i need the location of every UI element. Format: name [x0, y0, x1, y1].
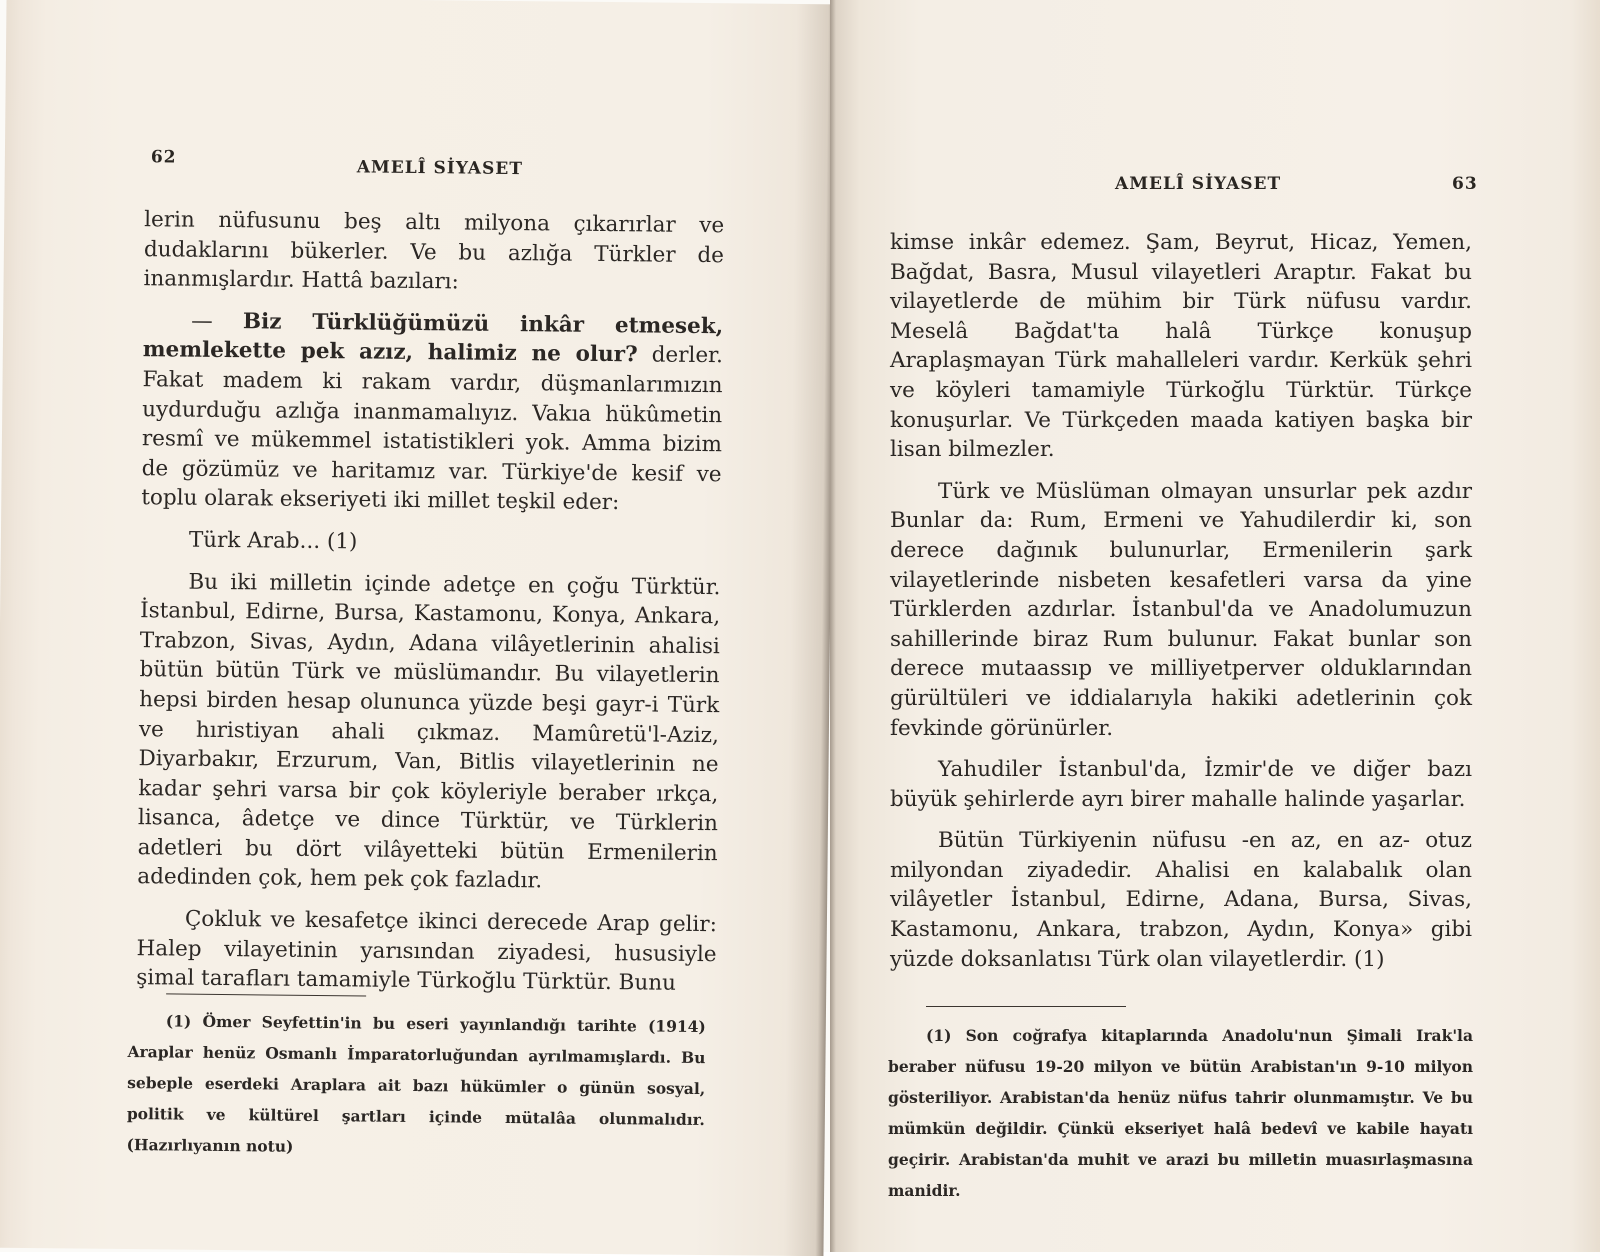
right-paragraph-2: Türk ve Müslüman olmayan unsurlar pek azdır Bunlar da: Rum, Ermeni ve Yahudilerdir ki, son derece dağınık bulunurlar, Ermenilerin şark vilayetlerinde nisbeten kesafetleri varsa da yine Türklerden azdırlar. İstanbul'da ve Anadolumuzun sahillerinde biraz Rum bulunur. Fakat bunlar son derece mutaassıp ve milliyetperver olduklarından gürültüleri ve iddialarıyla hakiki adetlerinin çok fevkinde görünürler. [890, 478, 1472, 741]
left-footnote: (1) Ömer Seyfettin'in bu eseri yayınlandığı tarihte (1914) Araplar henüz Osmanlı İmparatorluğundan ayrılmamışlardı. Bu sebeple eserdeki Araplara ait bazı hükümler o günün sosyal, politik ve kültürel şartları içinde mütalâa olunmalıdır. (Hazırlıyanın notu) [126, 1011, 706, 1156]
left-paragraph-5: Çokluk ve kesafetçe ikinci derecede Arap gelir: Halep vilayetinin yarısından ziyadesi, hususiyle şimal tarafları tamamiyle Türkoğlu Türktür. Bunu [136, 906, 718, 997]
right-footnote: (1) Son coğrafya kitaplarında Anadolu'nun Şimali Irak'la beraber nüfusu 19-20 milyon ve bütün Arabistan'ın 9-10 milyon gösteriliyor. Arabistan'da henüz nüfus tahrir olunmamıştır. Ve bu mümkün değildir. Çünkü ekseriyet halâ bedevî ve kabile hayatı geçirir. Arabistan'da muhit ve arazi bu milletin muasırlaşmasına manidir. [888, 1026, 1473, 1200]
right-page-number: 63 [1452, 174, 1478, 194]
left-running-head: AMELÎ SİYASET [356, 157, 524, 180]
right-page [830, 0, 1600, 1252]
right-body-text [890, 228, 1472, 974]
left-page-number: 62 [150, 147, 177, 168]
left-body-text [136, 205, 724, 999]
left-paragraph-2: — Biz Türklüğümüzü inkâr etmesek, memlekette pek azız, halimiz ne olur? derler. Fakat madem ki rakam vardır, düşmanlarımızın uydurduğu azlığa inanmamalıyız. Vakıa hükûmetin resmî ve mükemmel istatistikleri yok. Amma bizim de gözümüz ve haritamız var. Türkiye'de kesif ve toplu olarak ekseriyeti iki millet teşkil eder: [141, 308, 724, 516]
left-paragraph-1: lerin nüfusunu beş altı milyona çıkarırlar ve dudaklarını bükerler. Ve bu azlığa Türkler de inanmışlardır. Hattâ bazıları: [143, 207, 725, 295]
right-paragraph-1: kimse inkâr edemez. Şam, Beyrut, Hicaz, Yemen, Bağdat, Basra, Musul vilayetleri Araptır. Fakat bu vilayetlerde de mühim bir Türk nüfusu vardır. Meselâ Bağdat'ta halâ Türkçe konuşup Araplaşmayan Türk mahalleleri vardır. Kerkük şehri ve köyleri tamamiyle Türkoğlu Türktür. Türkçe konuşurlar. Ve Türkçeden maada katiyen başka bir lisan bilmezler. [890, 230, 1472, 463]
left-bold-quote: Biz Türklüğümüzü inkâr etmesek, memlekette pek azız, halimiz ne olur? [142, 308, 724, 368]
left-paragraph-3: Türk Arab... (1) [188, 527, 358, 555]
right-running-head: AMELÎ SİYASET [1115, 174, 1282, 194]
left-paragraph-4: Bu iki milletin içinde adetçe en çoğu Türktür. İstanbul, Edirne, Bursa, Kastamonu, Konya, Ankara, Trabzon, Sivas, Aydın, Adana vilâyetlerinin ahalisi bütün bütün Türk ve müslümandır. Bu vilayetlerin hepsi birden hesap olununca yüzde beşi gayr-i Türk ve hıristiyan ahali çıkmaz. Mamûretü'l-Aziz, Diyarbakır, Erzurum, Van, Bitlis vilayetlerinin ne kadar şehri varsa bir çok köyleriyle beraber ırkça, lisanca, âdetçe ve dince Türktür, ve Türklerin adetleri bu dört vilâyetteki bütün Ermenilerin adedinden çok, hem pek çok fazladır. [137, 569, 721, 894]
right-paragraph-3: Yahudiler İstanbul'da, İzmir'de ve diğer bazı büyük şehirlerde ayrı birer mahalle halinde yaşarlar. [890, 757, 1472, 812]
right-footnote-rule [926, 1006, 1126, 1007]
right-paragraph-4: Bütün Türkiyenin nüfusu -en az, en az- otuz milyondan ziyadedir. Ahalisi en kalabalık olan vilâyetler İstanbul, Edirne, Adana, Bursa, Sivas, Kastamonu, Ankara, trabzon, Aydın, Konya» gibi yüzde doksanlatısı Türk olan vilayetlerdir. (1) [890, 828, 1472, 972]
